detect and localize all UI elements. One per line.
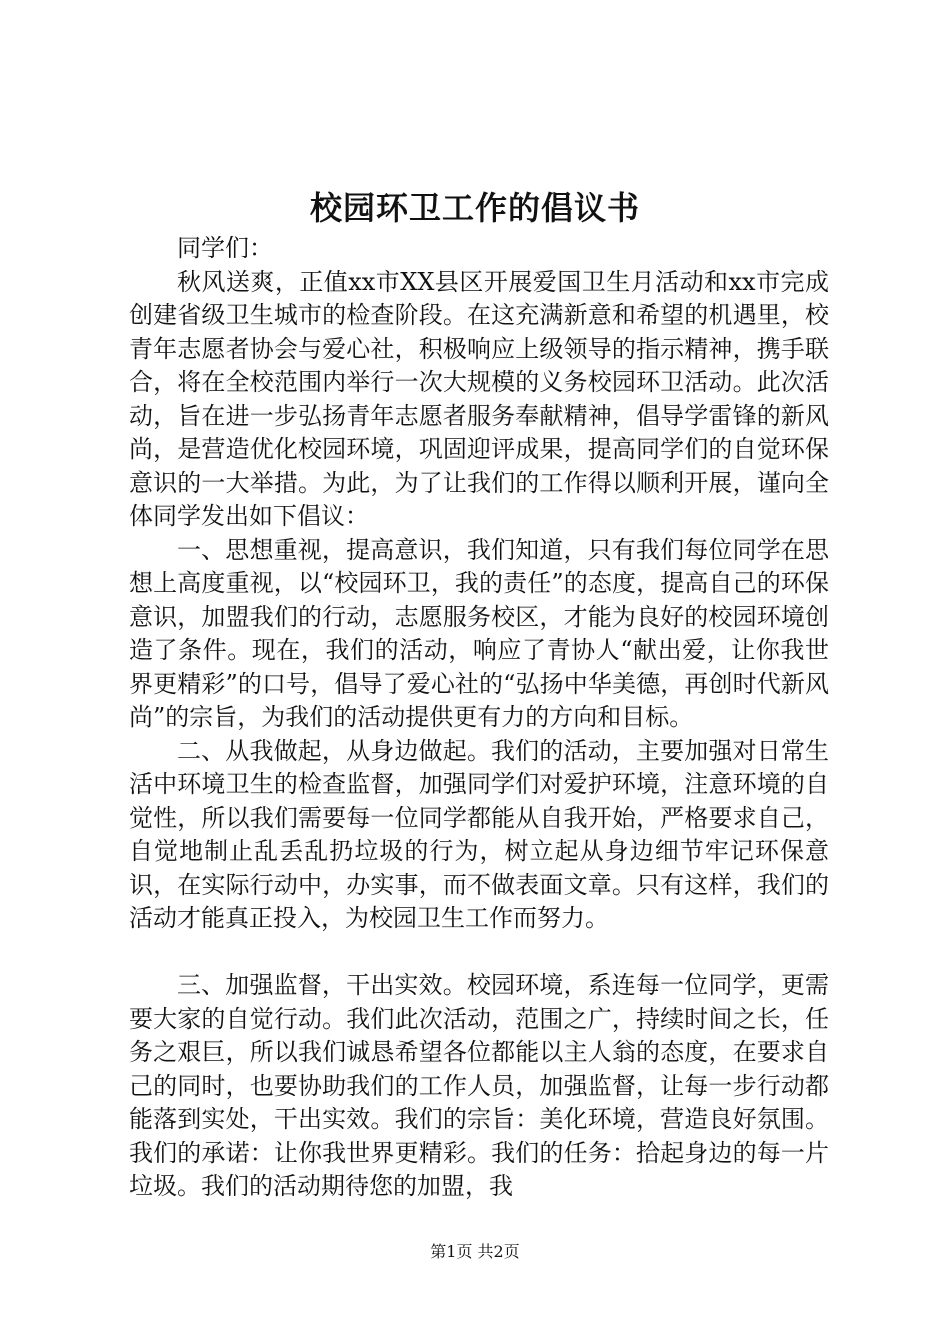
page-number: 第1页 共2页 [430,1242,520,1261]
paragraph-intro: 秋风送爽，正值xx市XX县区开展爱国卫生月活动和xx市完成创建省级卫生城市的检查阶段。在这充满新意和希望的机遇里，校青年志愿者协会与爱心社，积极响应上级领导的指示精神，携手联合，将在全校范围内举行一次大规模的义务校园环卫活动。此次活动，旨在进一步弘扬青年志愿者服务奉献精神，倡导学雷锋的新风尚，是营造优化校园环境，巩固迎评成果，提高同学们的自觉环保意识的一大举措。为此，为了让我们的工作得以顺利开展，谨向全体同学发出如下倡议： [129,267,829,530]
paragraph-point-1: 一、思想重视，提高意识，我们知道，只有我们每位同学在思想上高度重视，以“校园环卫，我的责任”的态度，提高自己的环保意识，加盟我们的行动，志愿服务校区，才能为良好的校园环境创造了条件。现在，我们的活动，响应了青协人“献出爱，让你我世界更精彩”的口号，倡导了爱心社的“弘扬中华美德，再创时代新风尚”的宗旨，为我们的活动提供更有力的方向和目标。 [129,535,829,731]
paragraph-point-3: 三、加强监督，干出实效。校园环境，系连每一位同学，更需要大家的自觉行动。我们此次活动，范围之广，持续时间之长，任务之艰巨，所以我们诚恳希望各位都能以主人翁的态度，在要求自己的同时，也要协助我们的工作人员，加强监督，让每一步行动都能落到实处，干出实效。我们的宗旨：美化环境，营造良好氛围。我们的承诺：让你我世界更精彩。我们的任务：拾起身边的每一片垃圾。我们的活动期待您的加盟，我 [129,971,829,1200]
paragraph-point-2: 二、从我做起，从身边做起。我们的活动，主要加强对日常生活中环境卫生的检查监督，加强同学们对爱护环境，注意环境的自觉性，所以我们需要每一位同学都能从自我开始，严格要求自己，自觉地制止乱丢乱扔垃圾的行为，树立起从身边细节牢记环保意识，在实际行动中，办实事，而不做表面文章。只有这样，我们的活动才能真正投入，为校园卫生工作而努力。 [129,736,829,932]
document-body [129,232,829,1204]
document-title: 校园环卫工作的倡议书 [309,189,640,227]
salutation: 同学们： [177,234,273,262]
